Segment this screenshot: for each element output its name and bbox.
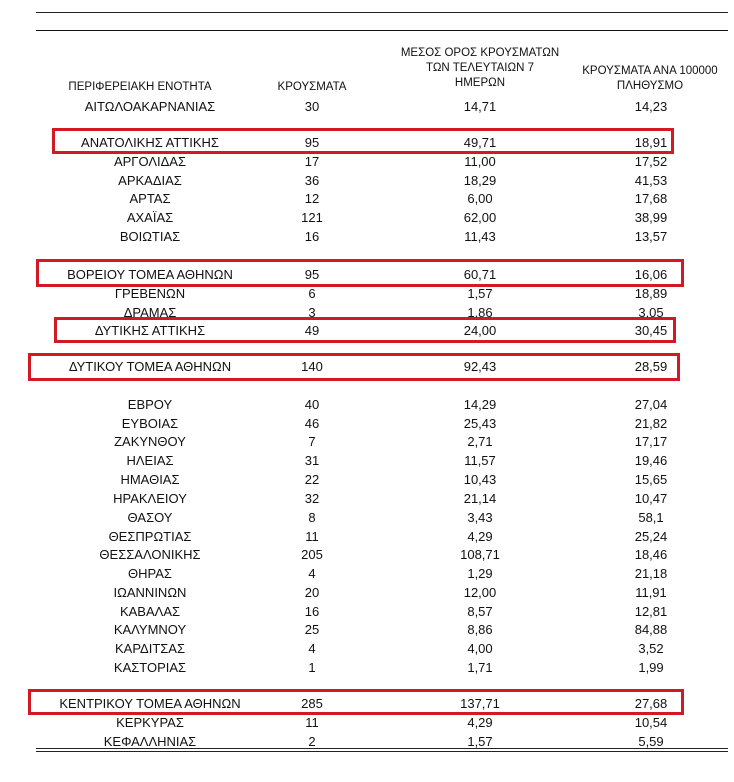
cases-cell: 3 (308, 305, 316, 320)
per-100k-cell: 12,81 (634, 604, 668, 619)
avg-cell: 21,14 (463, 491, 497, 506)
cases-cell: 22 (304, 472, 320, 487)
region-cell: ΗΡΑΚΛΕΙΟΥ (113, 491, 187, 506)
per-100k-cell: 41,53 (634, 173, 668, 188)
per-100k-cell: 21,18 (634, 566, 668, 581)
cases-cell: 17 (304, 154, 320, 169)
cases-cell: 95 (304, 135, 320, 150)
per-100k-cell: 30,45 (634, 323, 668, 338)
per-100k-cell: 25,24 (634, 529, 668, 544)
region-cell: ΚΑΡΔΙΤΣΑΣ (114, 641, 186, 656)
avg-cell: 108,71 (460, 547, 500, 562)
region-cell: ΑΡΚΑΔΙΑΣ (118, 173, 182, 188)
table-row (0, 322, 734, 340)
table-row (0, 415, 734, 433)
per-100k-cell: 14,23 (634, 99, 668, 114)
table-row (0, 98, 734, 116)
region-cell: ΗΜΑΘΙΑΣ (120, 472, 180, 487)
avg-cell: 4,29 (467, 715, 493, 730)
avg-cell: 1,57 (467, 734, 493, 749)
region-cell: ΘΗΡΑΣ (128, 566, 172, 581)
header-rule (36, 30, 728, 31)
table-row (0, 509, 734, 527)
region-cell: ΕΥΒΟΙΑΣ (121, 416, 179, 431)
per-100k-cell: 3,52 (638, 641, 664, 656)
region-cell: ΗΛΕΙΑΣ (126, 453, 174, 468)
table-row (0, 396, 734, 414)
cases-cell: 95 (304, 267, 320, 282)
cases-cell: 6 (308, 286, 316, 301)
avg-cell: 1,71 (467, 660, 493, 675)
avg-cell: 24,00 (463, 323, 497, 338)
top-rule (36, 12, 728, 13)
cases-cell: 46 (304, 416, 320, 431)
cases-cell: 30 (304, 99, 320, 114)
table-row (0, 433, 734, 451)
region-cell: ΔΥΤΙΚΟΥ ΤΟΜΕΑ ΑΘΗΝΩΝ (68, 359, 232, 374)
cases-cell: 140 (301, 359, 323, 374)
region-cell: ΒΟΙΩΤΙΑΣ (119, 229, 181, 244)
per-100k-cell: 16,06 (634, 267, 668, 282)
cases-cell: 4 (308, 641, 316, 656)
region-cell: ΒΟΡΕΙΟΥ ΤΟΜΕΑ ΑΘΗΝΩΝ (67, 267, 233, 282)
region-cell: ΕΒΡΟΥ (127, 397, 173, 412)
region-cell: ΚΕΦΑΛΛΗΝΙΑΣ (103, 734, 197, 749)
avg-cell: 2,71 (467, 434, 493, 449)
per-100k-cell: 27,68 (634, 696, 668, 711)
region-cell: ΔΥΤΙΚΗΣ ΑΤΤΙΚΗΣ (94, 323, 206, 338)
region-cell: ΔΡΑΜΑΣ (123, 305, 177, 320)
cases-cell: 285 (301, 696, 323, 711)
region-cell: ΑΡΓΟΛΙΔΑΣ (113, 154, 187, 169)
cases-cell: 7 (308, 434, 316, 449)
per-100k-cell: 1,99 (638, 660, 664, 675)
per-100k-cell: 58,1 (638, 510, 664, 525)
cases-cell: 16 (304, 229, 320, 244)
header-avg-7-days (390, 46, 570, 91)
header-cases: ΚΡΟΥΣΜΑΤΑ (277, 81, 347, 93)
per-100k-cell: 17,68 (634, 191, 668, 206)
table-row (0, 621, 734, 639)
region-cell: ΚΕΝΤΡΙΚΟΥ ΤΟΜΕΑ ΑΘΗΝΩΝ (59, 696, 241, 711)
avg-cell: 25,43 (463, 416, 497, 431)
avg-cell: 18,29 (463, 173, 497, 188)
table-row (0, 565, 734, 583)
avg-cell: 4,00 (467, 641, 493, 656)
table-row (0, 285, 734, 303)
region-cell: ΘΑΣΟΥ (127, 510, 173, 525)
region-cell: ΙΩΑΝΝΙΝΩΝ (113, 585, 187, 600)
avg-cell: 14,71 (463, 99, 497, 114)
cases-cell: 36 (304, 173, 320, 188)
table-row (0, 209, 734, 227)
cases-cell: 31 (304, 453, 320, 468)
avg-cell: 14,29 (463, 397, 497, 412)
header-region: ΠΕΡΙΦΕΡΕΙΑΚΗ ΕΝΟΤΗΤΑ (68, 81, 212, 93)
header-per-line1: ΚΡΟΥΣΜΑΤΑ ΑΝΑ 100000 (582, 65, 718, 77)
region-cell: ΑΧΑΪΑΣ (126, 210, 174, 225)
cases-cell: 25 (304, 622, 320, 637)
cases-cell: 11 (305, 715, 319, 730)
table-row (0, 452, 734, 470)
header-avg-line2: ΤΩΝ ΤΕΛΕΥΤΑΙΩΝ 7 (426, 62, 534, 74)
avg-cell: 12,00 (463, 585, 497, 600)
table-row (0, 153, 734, 171)
avg-cell: 92,43 (463, 359, 497, 374)
per-100k-cell: 28,59 (634, 359, 668, 374)
cases-cell: 12 (304, 191, 320, 206)
avg-cell: 6,00 (467, 191, 493, 206)
table-row (0, 266, 734, 284)
table-row (0, 695, 734, 713)
per-100k-cell: 21,82 (634, 416, 668, 431)
per-100k-cell: 5,59 (638, 734, 664, 749)
avg-cell: 4,29 (467, 529, 493, 544)
cases-cell: 205 (301, 547, 323, 562)
avg-cell: 11,00 (464, 154, 496, 169)
per-100k-cell: 3,05 (638, 305, 664, 320)
region-cell: ΖΑΚΥΝΘΟΥ (114, 434, 186, 449)
bottom-rule (36, 748, 728, 749)
per-100k-cell: 15,65 (634, 472, 668, 487)
avg-cell: 62,00 (463, 210, 497, 225)
table-row (0, 172, 734, 190)
per-100k-cell: 19,46 (634, 453, 668, 468)
region-cell: ΚΑΣΤΟΡΙΑΣ (113, 660, 187, 675)
table-row (0, 134, 734, 152)
table-row (0, 471, 734, 489)
table-row (0, 659, 734, 677)
avg-cell: 60,71 (463, 267, 497, 282)
cases-cell: 121 (301, 210, 323, 225)
bottom-rule-double (36, 751, 728, 752)
table-row (0, 190, 734, 208)
region-cell: ΘΕΣΣΑΛΟΝΙΚΗΣ (99, 547, 201, 562)
per-100k-cell: 18,91 (634, 135, 668, 150)
avg-cell: 49,71 (463, 135, 497, 150)
avg-cell: 8,57 (467, 604, 493, 619)
per-100k-cell: 18,89 (634, 286, 668, 301)
region-cell: ΘΕΣΠΡΩΤΙΑΣ (108, 529, 192, 544)
cases-cell: 2 (308, 734, 316, 749)
avg-cell: 137,71 (460, 696, 500, 711)
region-cell: ΚΕΡΚΥΡΑΣ (116, 715, 184, 730)
cases-cell: 16 (304, 604, 320, 619)
header-avg-line3: ΗΜΕΡΩΝ (454, 77, 506, 89)
avg-cell: 11,43 (464, 229, 496, 244)
table-row (0, 640, 734, 658)
cases-cell: 49 (304, 323, 320, 338)
per-100k-cell: 17,17 (634, 434, 668, 449)
table-row (0, 528, 734, 546)
region-cell: ΚΑΛΥΜΝΟΥ (113, 622, 187, 637)
avg-cell: 11,57 (464, 453, 496, 468)
per-100k-cell: 13,57 (634, 229, 668, 244)
per-100k-cell: 18,46 (634, 547, 668, 562)
per-100k-cell: 11,91 (635, 585, 667, 600)
cases-cell: 40 (304, 397, 320, 412)
cases-cell: 32 (304, 491, 320, 506)
avg-cell: 1,86 (467, 305, 493, 320)
cases-cell: 1 (308, 660, 316, 675)
region-cell: ΑΡΤΑΣ (129, 191, 171, 206)
cases-cell: 20 (304, 585, 320, 600)
avg-cell: 1,29 (467, 566, 493, 581)
avg-cell: 10,43 (463, 472, 497, 487)
header-per-100k (560, 64, 734, 94)
table-row (0, 228, 734, 246)
per-100k-cell: 17,52 (634, 154, 668, 169)
table-row (0, 490, 734, 508)
per-100k-cell: 84,88 (634, 622, 668, 637)
table-row (0, 584, 734, 602)
region-cell: ΓΡΕΒΕΝΩΝ (114, 286, 186, 301)
avg-cell: 1,57 (467, 286, 493, 301)
table-row (0, 358, 734, 376)
per-100k-cell: 10,47 (634, 491, 668, 506)
table-row (0, 603, 734, 621)
per-100k-cell: 10,54 (634, 715, 668, 730)
table-row (0, 714, 734, 732)
cases-cell: 11 (305, 529, 319, 544)
avg-cell: 3,43 (467, 510, 493, 525)
header-avg-line1: ΜΕΣΟΣ ΟΡΟΣ ΚΡΟΥΣΜΑΤΩΝ (400, 47, 560, 59)
cases-cell: 8 (308, 510, 316, 525)
avg-cell: 8,86 (467, 622, 493, 637)
region-cell: ΑΙΤΩΛΟΑΚΑΡΝΑΝΙΑΣ (84, 99, 216, 114)
per-100k-cell: 38,99 (634, 210, 668, 225)
cases-cell: 4 (308, 566, 316, 581)
region-cell: ΑΝΑΤΟΛΙΚΗΣ ΑΤΤΙΚΗΣ (81, 135, 219, 150)
per-100k-cell: 27,04 (634, 397, 668, 412)
header-per-line2: ΠΛΗΘΥΣΜΟ (616, 80, 684, 92)
table-row (0, 546, 734, 564)
region-cell: ΚΑΒΑΛΑΣ (119, 604, 181, 619)
